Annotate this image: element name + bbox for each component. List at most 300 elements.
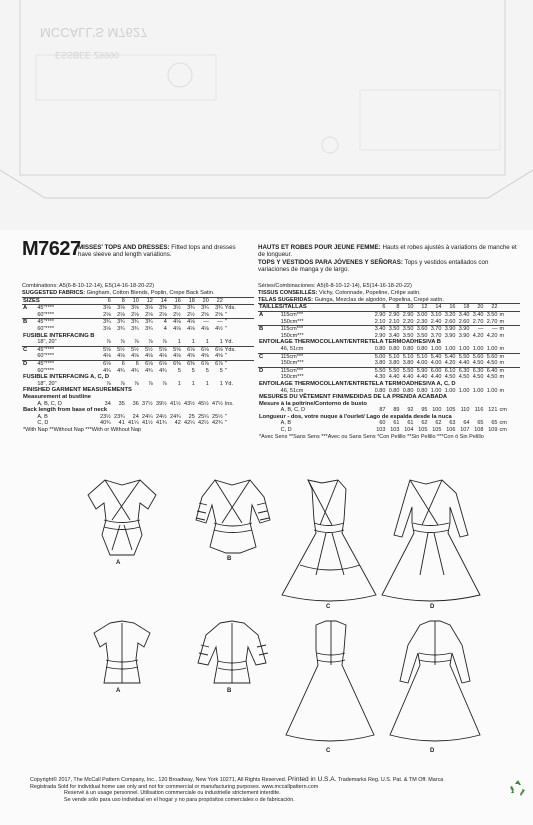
amount-cell: 4⅛ bbox=[159, 353, 167, 360]
amount-cell: 6.00 bbox=[428, 367, 442, 374]
amount-cell: 4⅝ bbox=[187, 353, 195, 360]
amount-cell: 0.80 bbox=[388, 345, 400, 352]
svg-text:MCCALL'S M7627: MCCALL'S M7627 bbox=[40, 25, 148, 40]
fabric-width: A, B bbox=[37, 413, 48, 420]
amount-cell: 4.40 bbox=[430, 374, 442, 381]
amount-cell: 5.10 bbox=[414, 353, 428, 360]
fabric-width: A, B, C, D bbox=[37, 400, 62, 407]
view-letter bbox=[258, 346, 280, 353]
sizes-label: SIZES bbox=[22, 297, 98, 305]
view-letter: C bbox=[258, 353, 280, 360]
amount-cell: 1 bbox=[177, 380, 181, 387]
amount-cell: 41 bbox=[118, 420, 125, 427]
amount-cell: 6⅛ bbox=[140, 360, 154, 367]
table-row bbox=[258, 326, 520, 333]
amount-cell: 60 bbox=[379, 420, 386, 427]
unit-cell: " bbox=[224, 413, 227, 420]
amount-cell: 105 bbox=[446, 407, 456, 414]
amount-cell: 4.30 bbox=[374, 374, 386, 381]
section-header: ENTOILAGE THERMOCOLLANT/ENTRETELA TERMOADHESIVA B bbox=[259, 339, 441, 346]
amount-cell: 2½ bbox=[173, 311, 181, 318]
section-header-row bbox=[22, 374, 254, 381]
table-row bbox=[258, 353, 520, 360]
table-row bbox=[22, 414, 254, 421]
amount-cell: 100 bbox=[432, 407, 442, 414]
view-letter bbox=[258, 427, 280, 434]
section-header: Longueur - dos, votre nuque à l'ourlet/ Lago de espalda desde la nuca bbox=[259, 413, 452, 420]
amount-cell: 2.90 bbox=[372, 311, 386, 318]
amount-cell: 5 bbox=[177, 367, 181, 374]
amount-cell: 5.60 bbox=[484, 353, 498, 360]
amount-cell: 3⅛ bbox=[126, 305, 140, 312]
amount-cell: 5 bbox=[191, 367, 195, 374]
amount-cell: — bbox=[470, 326, 484, 333]
fabric-width: 46, 51cm bbox=[280, 345, 304, 352]
amount-cell: 103 bbox=[376, 427, 386, 434]
amount-cell: 41¼ bbox=[128, 420, 139, 427]
section-header-row bbox=[22, 407, 254, 414]
amount-cell: 2.90 bbox=[374, 332, 386, 339]
amount-cell: 25¼ bbox=[198, 413, 209, 420]
view-letter: D bbox=[22, 360, 36, 367]
amount-cell: 110 bbox=[460, 407, 470, 414]
amount-cell: 1.00 bbox=[430, 345, 442, 352]
amount-cell: 3.90 bbox=[442, 326, 456, 333]
amount-cell: 95 bbox=[421, 407, 428, 414]
amount-cell: 4.40 bbox=[402, 374, 414, 381]
amount-cell: 0.80 bbox=[402, 387, 414, 394]
amount-cell: 103 bbox=[390, 427, 400, 434]
fabric-width: 115cm*** bbox=[280, 367, 373, 374]
amount-cell: 5.10 bbox=[386, 353, 400, 360]
amount-cell: 3.40 bbox=[388, 332, 400, 339]
amount-cell: 4.20 bbox=[472, 332, 484, 339]
amount-cell: 64 bbox=[463, 420, 470, 427]
amount-cell: 1 bbox=[191, 339, 195, 346]
amount-cell: 3¾ bbox=[210, 305, 224, 312]
amount-cell: — bbox=[196, 319, 210, 326]
fabric-width: 46, 51cm bbox=[280, 387, 304, 394]
amount-cell: 3.50 bbox=[400, 326, 414, 333]
amount-cell: 3¾ bbox=[182, 305, 196, 312]
table-row bbox=[22, 339, 254, 346]
amount-cell: 3.70 bbox=[430, 332, 442, 339]
view-letter: A bbox=[258, 311, 280, 318]
unit-cell: cm bbox=[499, 407, 507, 414]
section-header-row bbox=[258, 434, 520, 441]
amount-cell: 5.40 bbox=[428, 353, 442, 360]
amount-cell: 4.50 bbox=[444, 374, 456, 381]
view-letter bbox=[22, 353, 36, 360]
amount-cell: 5⅝ bbox=[168, 346, 182, 353]
unit-cell: m bbox=[499, 318, 505, 325]
english-description: MISSES' TOPS AND DRESSES: Fitted tops and dresses have sleeve and length variations. bbox=[78, 244, 236, 259]
amount-cell: 4¾ bbox=[145, 367, 153, 374]
view-letter: A bbox=[22, 305, 36, 312]
view-letter: B bbox=[258, 326, 280, 333]
view-letter bbox=[22, 339, 36, 346]
amount-cell: 0.80 bbox=[402, 345, 414, 352]
amount-cell: 105 bbox=[418, 427, 428, 434]
amount-cell: 4¾ bbox=[131, 367, 139, 374]
amount-cell: 3.60 bbox=[414, 326, 428, 333]
amount-cell: 1.00 bbox=[486, 345, 498, 352]
section-header-row bbox=[258, 401, 520, 408]
amount-cell: 2⅛ bbox=[131, 311, 139, 318]
table-row bbox=[22, 305, 254, 312]
amount-cell: 3.10 bbox=[428, 311, 442, 318]
amount-cell: 2½ bbox=[187, 311, 195, 318]
size-cell: 22 bbox=[210, 297, 224, 305]
size-cell: 10 bbox=[126, 297, 140, 305]
amount-cell: 3.00 bbox=[414, 311, 428, 318]
view-d-back bbox=[390, 621, 480, 741]
amount-cell: 6⅛ bbox=[210, 346, 224, 353]
fabric-width: 115cm*** bbox=[280, 353, 373, 360]
amount-cell: ⅞ bbox=[162, 339, 167, 346]
amount-cell: 1 bbox=[191, 380, 195, 387]
unit-cell: cm bbox=[499, 420, 507, 427]
view-c-label: C bbox=[326, 604, 331, 610]
amount-cell: 6⅛ bbox=[154, 360, 168, 367]
amount-cell: 3½ bbox=[168, 305, 182, 312]
fabric-width: 115cm*** bbox=[280, 326, 373, 333]
amount-cell: 2⅝ bbox=[215, 311, 223, 318]
amount-cell: 3.90 bbox=[458, 332, 470, 339]
table-row bbox=[22, 353, 254, 360]
amount-cell: 4.50 bbox=[486, 360, 498, 367]
amount-cell: 3.70 bbox=[428, 326, 442, 333]
view-letter bbox=[22, 312, 36, 319]
table-row bbox=[258, 360, 520, 367]
amount-cell: 23¾ bbox=[114, 413, 125, 420]
view-b-back-label: B bbox=[227, 688, 232, 694]
amount-cell: 1.00 bbox=[472, 345, 484, 352]
table-row bbox=[22, 420, 254, 427]
amount-cell: 104 bbox=[404, 427, 414, 434]
table-row bbox=[22, 326, 254, 333]
amount-cell: 35 bbox=[118, 400, 125, 407]
view-c-back bbox=[286, 621, 374, 741]
amount-cell: 3.80 bbox=[402, 360, 414, 367]
size-cell: 22 bbox=[484, 304, 498, 312]
amount-cell: 105 bbox=[432, 427, 442, 434]
amount-cell: 4⅛ bbox=[131, 353, 139, 360]
unit-cell bbox=[224, 297, 254, 305]
unit-cell: " bbox=[224, 325, 227, 332]
amount-cell: 3.50 bbox=[386, 326, 400, 333]
size-cell: 8 bbox=[112, 297, 126, 305]
amount-cell: 5.90 bbox=[414, 367, 428, 374]
amount-cell: 108 bbox=[474, 427, 484, 434]
unit-cell: Yd. bbox=[224, 380, 234, 387]
amount-cell: 4.40 bbox=[416, 374, 428, 381]
table-row bbox=[22, 368, 254, 375]
unit-cell: " bbox=[224, 353, 227, 360]
size-cell: 10 bbox=[400, 304, 414, 312]
amount-cell: 87 bbox=[379, 407, 386, 414]
amount-cell: 4⅛ bbox=[145, 353, 153, 360]
unit-cell: Yd. bbox=[224, 339, 234, 346]
view-letter bbox=[22, 368, 36, 375]
metric-table bbox=[258, 303, 520, 440]
amount-cell: 4⅛ bbox=[173, 353, 181, 360]
amount-cell: 1.00 bbox=[444, 345, 456, 352]
amount-cell: 2.40 bbox=[430, 318, 442, 325]
amount-cell: 6⅜ bbox=[182, 360, 196, 367]
amount-cell: 3.40 bbox=[470, 311, 484, 318]
amount-cell: ⅞ bbox=[106, 339, 111, 346]
amount-cell: 2.90 bbox=[400, 311, 414, 318]
fabric-width: 150cm*** bbox=[280, 332, 304, 339]
amount-cell: 2.60 bbox=[458, 318, 470, 325]
pattern-code: M7627 bbox=[22, 238, 81, 260]
view-letter bbox=[22, 414, 36, 421]
fabric-width: 60"**** bbox=[37, 367, 54, 374]
section-header: *With Nap **Without Nap ***With or Without Nap bbox=[23, 426, 141, 433]
amount-cell: ⅞ bbox=[148, 339, 153, 346]
amount-cell: 4.50 bbox=[472, 374, 484, 381]
view-a-back-label: A bbox=[116, 688, 121, 694]
view-letter: D bbox=[258, 367, 280, 374]
view-a-front bbox=[88, 480, 156, 555]
section-header: Back length from base of neck bbox=[23, 407, 108, 414]
amount-cell: 4 bbox=[163, 325, 167, 332]
fabric-width: 150cm*** bbox=[280, 318, 304, 325]
amount-cell: 5.00 bbox=[372, 353, 386, 360]
amount-cell: 25½ bbox=[212, 413, 223, 420]
amount-cell: 3.50 bbox=[402, 332, 414, 339]
amount-cell: 1 bbox=[205, 380, 209, 387]
amount-cell: 65 bbox=[477, 420, 484, 427]
view-letter bbox=[258, 319, 280, 326]
amount-cell: 61 bbox=[393, 420, 400, 427]
amount-cell: 4⅛ bbox=[117, 353, 125, 360]
amount-cell: 2⅛ bbox=[117, 311, 125, 318]
amount-cell: 3¾ bbox=[112, 319, 126, 326]
table-row bbox=[22, 346, 254, 353]
amount-cell: 3¾ bbox=[196, 305, 210, 312]
amount-cell: 3¾ bbox=[98, 319, 112, 326]
amount-cell: 5½ bbox=[126, 346, 140, 353]
amount-cell: 43½ bbox=[184, 400, 195, 407]
recycle-icon bbox=[508, 778, 528, 798]
amount-cell: 4½ bbox=[215, 325, 223, 332]
amount-cell: 3⅛ bbox=[98, 305, 112, 312]
yardage-chart-imperial: Combinations: A5(6-8-10-12-14), E5(14-16-18-20-22) SUGGESTED FABRICS: Gingham, Cotton Blends, Poplin, Crepe Back Satin. SIZES 6 8 10 12 14 16 18 20 22 A 45"**** 3⅛ 3⅛ 3⅛ 3⅛ 3⅜ 3½ 3¾ 3¾ 3¾ Yds. 60"**** 2⅛ 2⅛ 2⅛ 2⅛ 2⅛ 2½ 2½ 2⅝ 2⅝ " B 45"**** 3¾ 3¾ 3¾ 3¾ 4 4⅛ 4⅛ — — " 60"**** 3⅛ 3¾ 3¾ 3¾ 4 4⅛ 4⅛ 4⅛ 4½ " FUSIBLE INTERFACING B 18", 20" ⅞ ⅞ ⅞ ⅞ ⅞ 1 1 1 1 Yd. C 45"**** 5⅝ 5½ 5½ 5½ 5⅝ 5⅝ 6⅛ 6⅛ 6⅛ Yds. 60"**** 4⅛ 4⅛ 4⅛ 4⅛ 4⅛ 4⅛ 4⅝ 4⅝ 4⅝ " D 45"**** 6⅛ 6 6 6⅛ 6⅛ 6⅜ 6⅜ 6⅞ 6⅞ " 60"**** 4¾ 4¾ 4¾ 4¾ 4¾ 5 5 5 5 " FUSIBLE INTERFACING A, C, D 18", 20" ⅞ ⅞ ⅞ ⅞ ⅞ 1 1 1 1 Yd. FINISHED GARMENT MEASUREMENTS Measurement at bustline A, B, C, D 34 35 36 37½ 39½ 41½ 43½ 45½ 47½ Ins. Back length from base of neck A, B 23½ 23¾ 24 24¼ 24½ 24¾ 25 25¼ 25½ " C, D 40¾ 41 41¼ 41½ 41¾ 42 42¼ 42½ 42¾ " *With Nap **Without Nap ***With or Without Nap bbox=[22, 283, 254, 433]
amount-cell: 4⅛ bbox=[168, 319, 182, 326]
section-header: FUSIBLE INTERFACING A, C, D bbox=[23, 374, 110, 381]
size-cell: 6 bbox=[372, 304, 386, 312]
unit-cell: m bbox=[499, 360, 505, 367]
amount-cell: — bbox=[210, 319, 224, 326]
amount-cell: 24½ bbox=[156, 413, 167, 420]
section-header-row bbox=[22, 394, 254, 401]
amount-cell: 23½ bbox=[100, 413, 111, 420]
amount-cell: 4.40 bbox=[458, 360, 470, 367]
amount-cell: 4.40 bbox=[388, 374, 400, 381]
amount-cell: 2.10 bbox=[374, 318, 386, 325]
size-cell: 12 bbox=[140, 297, 154, 305]
fabric-width: 150cm*** bbox=[280, 374, 304, 381]
fabric-width: 45"**** bbox=[36, 360, 97, 367]
section-header-row bbox=[258, 414, 520, 421]
yardage-chart-metric: Séries/Combinaciones: A5(6-8-10-12-14), E5(14-16-18-20-22) TISSUS CONSEILLÉS: Vichy, Cotonnade, Popeline, Crêpe satin. TELAS SUGERIDAS: Guinga, Mezclas de algodón, Popelina, Crepé satín. TAILLES/TALLAS 6 8 10 12 14 16 18 20 22 A 115cm*** 2.90 2.90 2.90 3.00 3.10 3.20 3.40 3.40 3.50 m 150cm*** 2.10 2.10 2.20 2.30 2.40 2.60 2.60 2.70 2.70 m B 115cm*** 3.40 3.50 3.50 3.60 3.70 3.90 3.90 — — m 150cm*** 2.90 3.40 3.50 3.50 3.70 3.90 3.90 4.20 4.20 m ENTOILAGE THERMOCOLLANT/ENTRETELA TERMOADHESIVA B 46, 51cm 0.80 0.80 0.80 0.80 1.00 1.00 1.00 1.00 1.00 m C 115cm*** 5.00 5.10 5.10 5.10 5.40 5.40 5.50 5.60 5.60 m 150cm*** 3.80 3.80 3.80 4.00 4.00 4.20 4.40 4.50 4.50 m D 115cm*** 5.50 5.50 5.50 5.90 6.00 6.10 6.30 6.30 6.40 m 150cm*** 4.30 4.40 4.40 4.40 4.40 4.50 4.50 4.50 4.50 m ENTOILAGE THERMOCOLLANT/ENTRETELA TERMOADHESIVA A, C, D 46, 51cm 0.80 0.80 0.80 0.80 1.00 1.00 1.00 1.00 1.00 m MESURES DU VÊTEMENT FINI/MEDIDAS DE LA PRENDA ACABADA Mesure à la poitrine/Contorno de busto A, B, C, D 87 89 92 95 100 105 110 116 121 cm Longueur - dos, votre nuque à l'ourlet/ Lago de espalda desde la nuca A, B 60 61 61 62 62 63 64 65 65 cm C, D 103 103 104 105 105 106 107 108 109 cm *Avec Sens **Sans Sens ***Avec ou Sans Sens *Con Pelillo **Sin Pelillo ***Con ó Sin Pelillo bbox=[258, 283, 520, 440]
amount-cell: ⅞ bbox=[120, 380, 125, 387]
amount-cell: 62 bbox=[421, 420, 428, 427]
view-letter bbox=[258, 374, 280, 381]
amount-cell: 6⅜ bbox=[168, 360, 182, 367]
amount-cell: 6⅛ bbox=[196, 346, 210, 353]
amount-cell: 6⅞ bbox=[210, 360, 224, 367]
unit-cell: " bbox=[224, 367, 227, 374]
view-c-back-label: C bbox=[326, 748, 331, 754]
table-row bbox=[258, 311, 520, 318]
view-letter bbox=[258, 407, 280, 414]
amount-cell: 41½ bbox=[142, 420, 153, 427]
unit-cell: m bbox=[498, 353, 520, 360]
fabric-width: 60"**** bbox=[37, 311, 54, 318]
unit-cell: m bbox=[499, 387, 505, 394]
amount-cell: 6⅛ bbox=[182, 346, 196, 353]
view-a-back bbox=[94, 621, 150, 683]
fabric-width: 45"**** bbox=[36, 319, 97, 326]
amount-cell: 4¾ bbox=[159, 367, 167, 374]
unit-cell: Yds. bbox=[224, 346, 254, 353]
unit-cell: " bbox=[224, 319, 254, 326]
amount-cell: 3.20 bbox=[442, 311, 456, 318]
amount-cell: 5⅝ bbox=[98, 346, 112, 353]
amount-cell: 42¾ bbox=[212, 420, 223, 427]
fabric-width: 18", 20" bbox=[37, 339, 57, 346]
amount-cell: 3.80 bbox=[388, 360, 400, 367]
amount-cell: 34 bbox=[104, 400, 111, 407]
unit-cell: m bbox=[499, 374, 505, 381]
amount-cell: 4⅛ bbox=[182, 319, 196, 326]
amount-cell: 4⅝ bbox=[215, 353, 223, 360]
amount-cell: 0.80 bbox=[374, 387, 386, 394]
amount-cell: 45½ bbox=[198, 400, 209, 407]
unit-cell: " bbox=[224, 360, 254, 367]
section-header-row bbox=[258, 394, 520, 401]
amount-cell: 2.70 bbox=[472, 318, 484, 325]
amount-cell: 0.80 bbox=[416, 387, 428, 394]
amount-cell: 3¾ bbox=[140, 319, 154, 326]
size-cell: 16 bbox=[168, 297, 182, 305]
unit-cell: Ins. bbox=[224, 400, 234, 407]
fabric-width: 45"**** bbox=[36, 305, 97, 312]
amount-cell: 6 bbox=[112, 360, 126, 367]
amount-cell: 42 bbox=[174, 420, 181, 427]
table-row bbox=[258, 333, 520, 340]
amount-cell: 3⅛ bbox=[112, 305, 126, 312]
table-row bbox=[22, 312, 254, 319]
amount-cell: 42¼ bbox=[184, 420, 195, 427]
amount-cell: 5⅝ bbox=[154, 346, 168, 353]
section-header-row bbox=[22, 427, 254, 434]
amount-cell: 3¾ bbox=[126, 319, 140, 326]
section-header: *Avec Sens **Sans Sens ***Avec ou Sans Sens *Con Pelillo **Sin Pelillo ***Con ó Sin Pelillo bbox=[259, 433, 484, 440]
amount-cell: 6.10 bbox=[442, 367, 456, 374]
amount-cell: ⅞ bbox=[162, 380, 167, 387]
amount-cell: 40¾ bbox=[100, 420, 111, 427]
amount-cell: 3⅛ bbox=[103, 325, 111, 332]
amount-cell: 3.90 bbox=[456, 326, 470, 333]
amount-cell: 4⅛ bbox=[173, 325, 181, 332]
amount-cell: 2⅝ bbox=[201, 311, 209, 318]
amount-cell: 4.00 bbox=[416, 360, 428, 367]
amount-cell: 4⅛ bbox=[103, 353, 111, 360]
amount-cell: 41¾ bbox=[156, 420, 167, 427]
amount-cell: 24¾ bbox=[170, 413, 181, 420]
table-row bbox=[22, 401, 254, 408]
table-row bbox=[258, 319, 520, 326]
table-row bbox=[22, 360, 254, 367]
view-letter bbox=[258, 333, 280, 340]
section-header-row bbox=[258, 339, 520, 346]
amount-cell: 25 bbox=[188, 413, 195, 420]
size-cell: 18 bbox=[182, 297, 196, 305]
section-header: FUSIBLE INTERFACING B bbox=[23, 332, 95, 339]
fabric-width: C, D bbox=[280, 427, 292, 434]
fabric-width: 60"**** bbox=[37, 353, 54, 360]
amount-cell: 6⅛ bbox=[98, 360, 112, 367]
view-d-back-label: D bbox=[430, 748, 435, 754]
imperial-table bbox=[22, 297, 254, 434]
section-header: Measurement at bustline bbox=[23, 393, 91, 400]
amount-cell: 37½ bbox=[142, 400, 153, 407]
view-letter bbox=[258, 420, 280, 427]
amount-cell: 1.00 bbox=[444, 387, 456, 394]
amount-cell: 39½ bbox=[156, 400, 167, 407]
amount-cell: 1.00 bbox=[458, 345, 470, 352]
amount-cell: 62 bbox=[435, 420, 442, 427]
fabric-width: A, B, C, D bbox=[280, 407, 306, 414]
view-letter bbox=[22, 381, 36, 388]
amount-cell: 109 bbox=[488, 427, 498, 434]
amount-cell: 47½ bbox=[212, 400, 223, 407]
section-header: Mesure à la poitrine/Contorno de busto bbox=[259, 400, 367, 407]
fabric-width: A, B bbox=[280, 420, 292, 427]
size-cell: 20 bbox=[196, 297, 210, 305]
table-row bbox=[258, 367, 520, 374]
section-header-row bbox=[22, 387, 254, 394]
envelope-flap bbox=[0, 0, 533, 250]
amount-cell: ⅞ bbox=[106, 380, 111, 387]
amount-cell: ⅞ bbox=[134, 380, 139, 387]
amount-cell: 0.80 bbox=[374, 345, 386, 352]
size-cell: 12 bbox=[414, 304, 428, 312]
amount-cell: 6.30 bbox=[456, 367, 470, 374]
amount-cell: 4⅛ bbox=[201, 325, 209, 332]
table-row bbox=[258, 427, 520, 434]
table-row bbox=[22, 319, 254, 326]
view-letter bbox=[22, 401, 36, 408]
view-letter bbox=[22, 326, 36, 333]
amount-cell: 1.00 bbox=[472, 387, 484, 394]
fabric-width: C, D bbox=[37, 420, 49, 427]
amount-cell: 116 bbox=[474, 407, 484, 414]
view-letter bbox=[258, 360, 280, 367]
amount-cell: 2.10 bbox=[388, 318, 400, 325]
amount-cell: 5.10 bbox=[400, 353, 414, 360]
amount-cell: 2.20 bbox=[402, 318, 414, 325]
size-cell: 8 bbox=[386, 304, 400, 312]
size-cell: 20 bbox=[470, 304, 484, 312]
amount-cell: 3⅜ bbox=[154, 305, 168, 312]
unit-cell: cm bbox=[499, 427, 507, 434]
amount-cell: 107 bbox=[460, 427, 470, 434]
